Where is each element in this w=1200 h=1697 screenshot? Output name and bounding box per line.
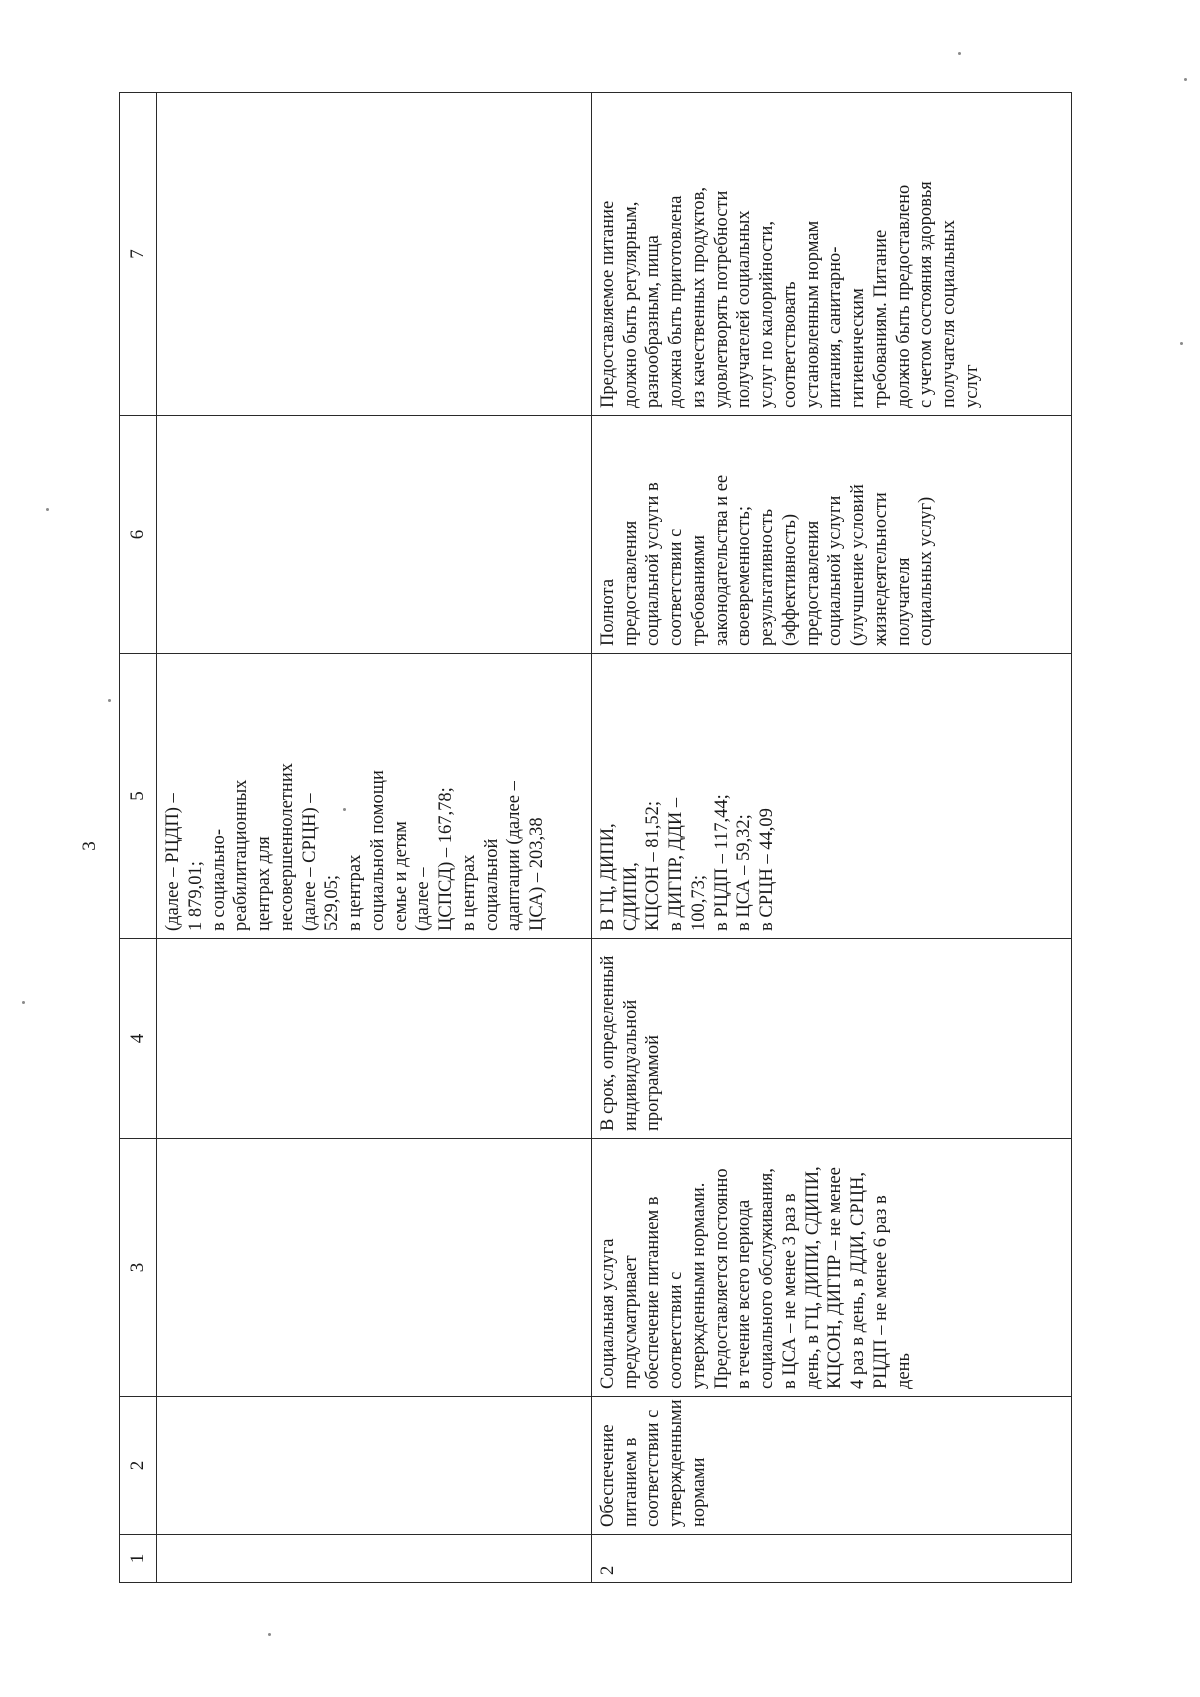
- row-number-cell: [157, 1535, 592, 1583]
- scan-speck: [108, 699, 111, 702]
- column-number-4: 4: [120, 939, 157, 1139]
- service-description-cell: [157, 1139, 592, 1397]
- tariff-cell: (далее – РЦДП) – 1 879,01; в социально- реабилитационных центрах для несовершеннолетних (далее – СРЦН) – 529,05; в центрах социальной помощи семье и детям (далее – ЦСПСД) – 167,78; в центрах социальной адаптации (далее – ЦСА) – 203,38: [157, 654, 592, 939]
- quality-indicators-cell: [157, 416, 592, 654]
- table-row: [157, 93, 592, 1583]
- service-name-cell: Обеспечение питанием в соответствии с утвержденными нормами: [591, 1397, 1071, 1535]
- scan-speck: [22, 1001, 25, 1004]
- provision-conditions-cell: Предоставляемое питание должно быть регулярным, разнообразным, пища должна быть приготовлена из качественных продуктов, удовлетворять потребности получателей социальных услуг по калорийности, соответствовать установленным нормам питания, санитарно- гигиеническим требованиям. Питание должно быть предоставлено с учетом состояния здоровья получателя социальных услуг: [591, 93, 1071, 416]
- service-term-cell: [157, 939, 592, 1139]
- service-description-cell: Социальная услуга предусматривает обеспечение питанием в соответствии с утвержденными нормами. Предоставляется постоянно в течение всего периода социального обслуживания, в ЦСА – не менее 3 раз в день, в ГЦ, ДИПИ, СДИПИ, КЦСОН, ДИГПР – не менее 4 раз в день, в ДДИ, СРЦН, РЦДП – не менее 6 раз в день: [591, 1139, 1071, 1397]
- page-number: 3: [79, 841, 100, 851]
- column-number-2: 2: [120, 1397, 157, 1535]
- table-header-row: [120, 93, 157, 1583]
- scan-speck: [46, 508, 49, 511]
- scan-speck: [343, 808, 346, 811]
- scan-speck: [1180, 342, 1183, 345]
- services-table-wrapper: [119, 93, 1072, 1583]
- quality-indicators-cell: Полнота предоставления социальной услуги в соответствии с требованиями законодательства и ее своевременность; результативность (эффективность) предоставления социальной услуги (улучшение условий жизнедеятельности получателя социальных услуг): [591, 416, 1071, 654]
- provision-conditions-cell: [157, 93, 592, 416]
- table-row: [591, 93, 1071, 1583]
- tariff-cell: В ГЦ, ДИПИ, СДИПИ, КЦСОН – 81,52; в ДИГПР, ДДИ – 100,73; в РЦДП – 117,44; в ЦСА – 59,32; в СРЦН – 44,09: [591, 654, 1071, 939]
- column-number-6: 6: [120, 416, 157, 654]
- service-term-cell: В срок, определенный индивидуальной программой: [591, 939, 1071, 1139]
- column-number-5: 5: [120, 654, 157, 939]
- column-number-1: 1: [120, 1535, 157, 1583]
- scan-speck: [268, 1633, 271, 1636]
- service-name-cell: [157, 1397, 592, 1535]
- scan-speck: [958, 52, 961, 55]
- column-number-3: 3: [120, 1139, 157, 1397]
- scan-speck: [1184, 78, 1187, 81]
- row-number-cell: 2: [591, 1535, 1071, 1583]
- column-number-7: 7: [120, 93, 157, 416]
- social-services-table: [119, 92, 1072, 1583]
